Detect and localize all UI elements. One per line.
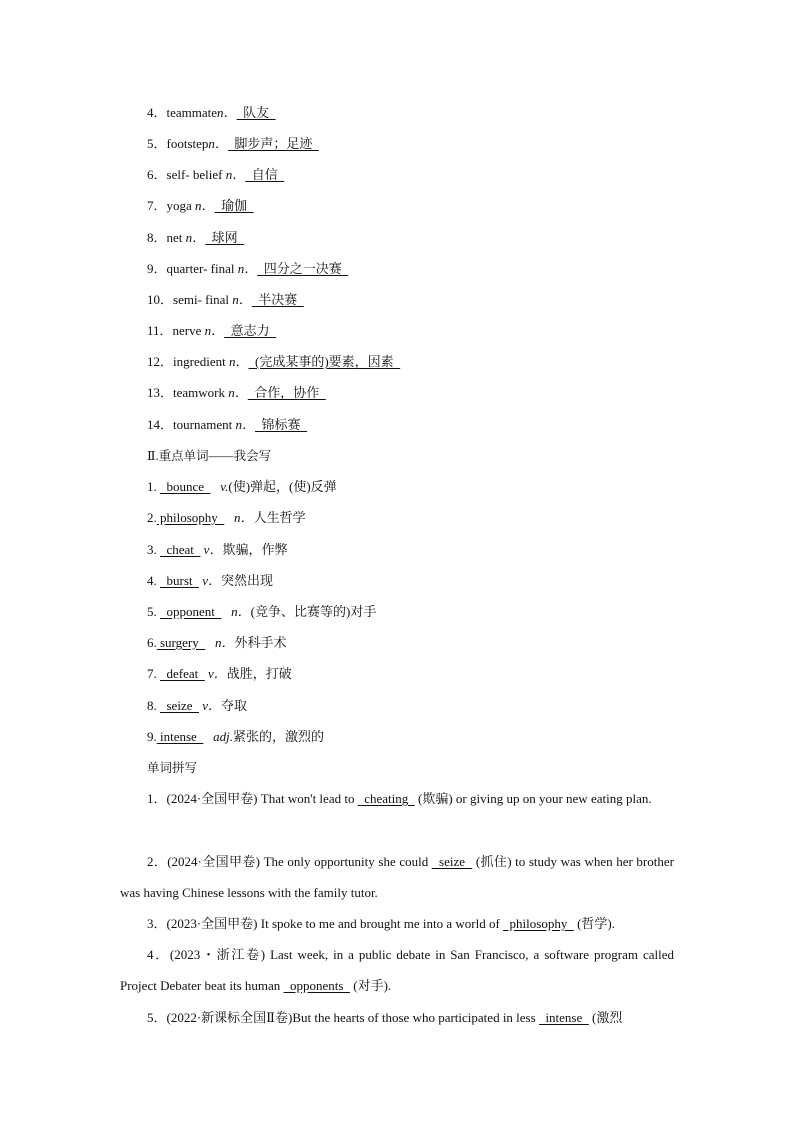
- answer-blank: intense: [538, 1010, 589, 1025]
- vocab-item: 14．tournament n． 锦标赛: [147, 417, 308, 432]
- vocab-item: 5. opponent n．(竞争、比赛等的)对手: [147, 604, 377, 619]
- answer-blank: 意志力: [224, 323, 277, 338]
- exercise-item: 1．(2024·全国甲卷) That won't lead to cheating (欺骗) or giving up on your new eating plan.: [147, 791, 652, 806]
- vocab-item: 1. bounce v.(使)弹起，(使)反弹: [147, 479, 337, 494]
- answer-blank: 瑜伽: [214, 198, 254, 213]
- exercise-item: 3．(2023·全国甲卷) It spoke to me and brought me into a world of philosophy (哲学).: [147, 916, 615, 931]
- answer-blank: bounce: [160, 479, 211, 494]
- vocab-item: 11．nerve n． 意志力: [147, 323, 277, 338]
- answer-blank: opponents: [283, 978, 350, 993]
- exercise-item: 4．(2023・浙江卷) Last week, in a public debate in San Francisco, a software program called Project Debater beat its human opponents (对手).: [120, 947, 674, 993]
- vocab-item: 6. surgery n．外科手术: [147, 635, 287, 650]
- answer-blank: 脚步声；足迹: [227, 136, 319, 151]
- vocab-item: 13．teamwork n． 合作，协作: [147, 385, 326, 400]
- answer-blank: 自信: [245, 167, 285, 182]
- vocab-item: 6．self- belief n． 自信: [147, 167, 285, 182]
- answer-blank: seize: [160, 698, 199, 713]
- vocab-item: 10．semi- final n． 半决赛: [147, 292, 304, 307]
- answer-blank: surgery: [156, 635, 206, 650]
- answer-blank: 半决赛: [251, 292, 304, 307]
- answer-blank: 合作，协作: [247, 385, 326, 400]
- answer-blank: cheating: [357, 791, 415, 806]
- answer-blank: 四分之一决赛: [257, 261, 349, 276]
- vocab-item: 7. defeat v．战胜，打破: [147, 666, 292, 681]
- vocab-item: 9．quarter- final n． 四分之一决赛: [147, 261, 349, 276]
- vocab-item: 2. philosophy n．人生哲学: [147, 510, 306, 525]
- vocab-item: 5．footstepn． 脚步声；足迹: [147, 136, 319, 151]
- vocab-item: 4．teammaten． 队友: [147, 105, 276, 120]
- answer-blank: opponent: [160, 604, 222, 619]
- answer-blank: 球网: [205, 230, 245, 245]
- answer-blank: (完成某事的)要素，因素: [248, 354, 401, 369]
- vocab-item: 9. intense adj.紧张的，激烈的: [147, 729, 324, 744]
- vocab-item: 8．net n． 球网: [147, 230, 245, 245]
- answer-blank: philosophy: [503, 916, 574, 931]
- vocab-item: 12．ingredient n． (完成某事的)要素，因素: [147, 354, 401, 369]
- vocab-item: 4. burst v．突然出现: [147, 573, 274, 588]
- answer-blank: 队友: [236, 105, 276, 120]
- section-heading: Ⅱ.重点单词——我会写: [147, 449, 272, 463]
- answer-blank: seize: [431, 854, 473, 869]
- section-heading: 单词拼写: [147, 761, 198, 775]
- vocab-item: 3. cheat v．欺骗，作弊: [147, 542, 288, 557]
- answer-blank: 锦标赛: [255, 417, 308, 432]
- exercise-item: 2．(2024·全国甲卷) The only opportunity she could seize (抓住) to study was when her brother was having Chinese lessons with the family tutor.: [120, 854, 674, 900]
- answer-blank: burst: [160, 573, 199, 588]
- answer-blank: cheat: [160, 542, 201, 557]
- answer-blank: defeat: [160, 666, 205, 681]
- answer-blank: intense: [156, 729, 204, 744]
- answer-blank: philosophy: [156, 510, 225, 525]
- exercise-item: 5．(2022·新课标全国Ⅱ卷)But the hearts of those who participated in less intense (激烈: [147, 1010, 623, 1025]
- vocab-item: 8. seize v．夺取: [147, 698, 248, 713]
- vocab-item: 7．yoga n． 瑜伽: [147, 198, 254, 213]
